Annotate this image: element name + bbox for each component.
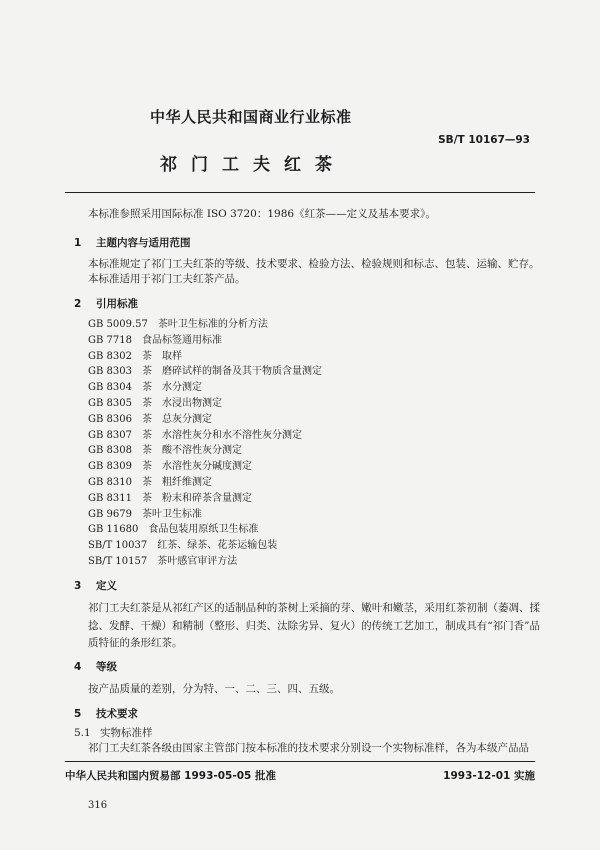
section-5-1-heading — [74, 726, 153, 740]
reference-item — [88, 349, 322, 365]
top-rule — [65, 192, 535, 193]
section-2-title: 引用标准 — [96, 298, 138, 310]
section-3-title: 定义 — [96, 580, 117, 592]
reference-item — [88, 491, 322, 507]
approval-note: 中华人民共和国内贸易部 1993-05-05 批准 — [65, 770, 276, 782]
intro-paragraph: 本标准参照采用国际标准 ISO 3720：1986《红茶——定义及基本要求》。 — [88, 208, 436, 220]
reference-title: 茶 酸不溶性灰分测定 — [141, 445, 242, 457]
reference-item — [88, 364, 322, 380]
reference-code: GB 8310 — [88, 476, 132, 488]
section-3-heading — [74, 578, 117, 593]
standard-code: SB/T 10167—93 — [438, 134, 530, 146]
section-4-title: 等级 — [96, 661, 117, 673]
reference-item — [88, 443, 322, 459]
reference-code: GB 8311 — [88, 492, 132, 504]
reference-title: 食品包装用原纸卫生标准 — [148, 524, 259, 536]
section-5-1-title: 实物标准样 — [100, 727, 153, 739]
reference-code: GB 8303 — [88, 366, 132, 378]
section-2-heading — [74, 296, 138, 311]
section-1-number: 1 — [74, 237, 82, 249]
section-1-para-1: 本标准规定了祁门工夫红茶的等级、技术要求、检验方法、检验规则和标志、包装、运输、贮存。 — [88, 258, 540, 270]
reference-code: GB 9679 — [88, 508, 132, 520]
reference-code: GB 8308 — [88, 445, 132, 457]
reference-item — [88, 380, 322, 396]
page-number: 316 — [88, 800, 108, 811]
section-4-heading — [74, 659, 117, 674]
reference-title: 茶 总灰分测定 — [141, 413, 212, 425]
reference-item — [88, 459, 322, 475]
section-2-number: 2 — [74, 298, 82, 310]
reference-item — [88, 522, 322, 538]
reference-code: GB 8306 — [88, 413, 132, 425]
section-5-title: 技术要求 — [96, 708, 138, 720]
reference-title: 茶 水分测定 — [141, 382, 202, 394]
reference-item — [88, 538, 322, 554]
effective-date: 1993-12-01 实施 — [443, 770, 535, 782]
section-4-number: 4 — [74, 661, 82, 673]
reference-title: 茶叶卫生标准 — [141, 508, 202, 520]
reference-item — [88, 412, 322, 428]
reference-title: 食品标签通用标准 — [141, 334, 222, 346]
reference-code: GB 8304 — [88, 382, 132, 394]
reference-item — [88, 396, 322, 412]
reference-title: 茶叶卫生标准的分析方法 — [157, 319, 268, 330]
reference-list — [88, 317, 322, 570]
reference-title: 茶 磨碎试样的制备及其干物质含量测定 — [141, 366, 322, 378]
section-5-1-para-1: 祁门工夫红茶各级由国家主管部门按本标准的技术要求分别设一个实物标准样，各为本级产品品 — [88, 742, 529, 754]
reference-item — [88, 475, 322, 491]
section-1-para-2: 本标准适用于祁门工夫红茶产品。 — [88, 273, 246, 285]
reference-code: GB 11680 — [88, 524, 139, 536]
reference-item — [88, 507, 322, 523]
reference-code: GB 8302 — [88, 350, 132, 362]
section-4-para-1: 按产品质量的差别，分为特、一、二、三、四、五级。 — [88, 683, 340, 695]
section-3-number: 3 — [74, 580, 82, 592]
reference-title: 茶 水溶性灰分和水不溶性灰分测定 — [141, 429, 302, 441]
bottom-rule — [65, 761, 535, 762]
issuer-title: 中华人民共和国商业行业标准 — [150, 108, 352, 126]
reference-code: GB 5009.57 — [88, 319, 148, 330]
document-title: 祁门工夫红茶 — [160, 155, 346, 175]
section-1-heading — [74, 235, 191, 250]
reference-code: GB 8305 — [88, 397, 132, 409]
reference-code: GB 7718 — [88, 334, 132, 346]
section-5-heading — [74, 706, 138, 721]
section-1-title: 主题内容与适用范围 — [96, 237, 191, 249]
reference-item — [88, 554, 322, 570]
reference-code: SB/T 10037 — [88, 540, 148, 552]
reference-item — [88, 333, 322, 349]
reference-code: SB/T 10157 — [88, 555, 148, 567]
reference-code: GB 8309 — [88, 461, 132, 473]
reference-title: 红茶、绿茶、花茶运输包装 — [157, 540, 278, 552]
reference-title: 茶 粗纤维测定 — [141, 476, 212, 488]
reference-title: 茶 水溶性灰分碱度测定 — [141, 461, 252, 473]
reference-title: 茶 取样 — [141, 350, 182, 362]
section-3-para-1: 祁门工夫红茶是从祁红产区的适制品种的茶树上采摘的芽、嫩叶和嫩茎，采用红茶初制（萎凋、揉捻、发酵、干燥）和精制（整形、归类、汰除劣异、复火）的传统工艺加工，制成具有“祁门香”品质特征的条形红茶。 — [88, 602, 540, 649]
reference-title: 茶 粉末和碎茶含量测定 — [141, 492, 252, 504]
section-5-number: 5 — [74, 708, 82, 720]
reference-title: 茶叶感官审评方法 — [157, 555, 238, 567]
reference-code: GB 8307 — [88, 429, 132, 441]
reference-item — [88, 317, 322, 333]
reference-item — [88, 428, 322, 444]
reference-title: 茶 水浸出物测定 — [141, 397, 222, 409]
section-5-1-number: 5.1 — [74, 727, 91, 739]
